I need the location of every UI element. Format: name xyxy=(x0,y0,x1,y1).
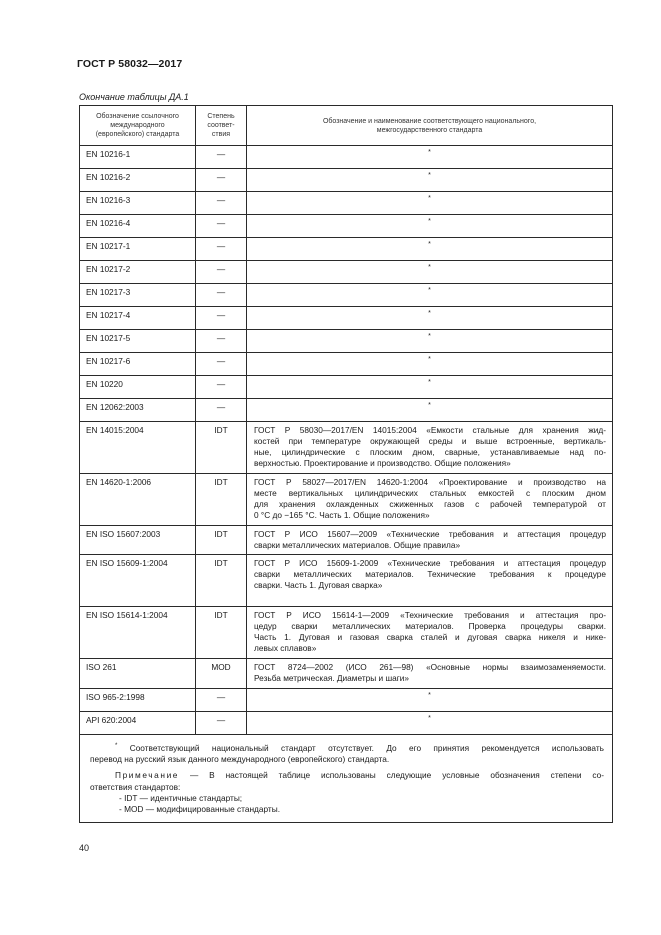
table-row xyxy=(80,607,613,659)
national-standard-line: сварки. Часть 1. Дуговая сварка» xyxy=(254,580,383,590)
table-row xyxy=(80,474,613,526)
cell-reference-standard: ISO 261 xyxy=(80,659,196,689)
cell-degree: — xyxy=(196,399,247,422)
page-number: 40 xyxy=(79,843,90,853)
national-standard-line: Резьба метрическая. Диаметры и шаги» xyxy=(254,673,409,683)
standards-table xyxy=(79,105,613,823)
table-row xyxy=(80,215,613,238)
national-standard-line: сварки металлических материалов. Общие правила» xyxy=(254,540,461,550)
table-row xyxy=(80,689,613,712)
table-row xyxy=(80,353,613,376)
table-row xyxy=(80,261,613,284)
cell-national-standard xyxy=(247,659,613,689)
national-standard-line: ные, цилиндрические с плоским дном, сварные, устанавливаемые над по- xyxy=(254,447,606,457)
cell-reference-standard: EN 10217-4 xyxy=(80,307,196,330)
cell-degree: — xyxy=(196,330,247,353)
cell-reference-standard: EN 10217-5 xyxy=(80,330,196,353)
footnote-text: * Соответствующий национальный стандарт отсутствует. До его принятия рекомендуется использовать перевод на русский язык данного международного (европейского) стандарта. xyxy=(90,742,604,765)
cell-national-standard: * xyxy=(247,689,613,712)
note-item-mod: - MOD — модифицированные стандарты. xyxy=(119,804,281,815)
cell-national-standard: * xyxy=(247,146,613,169)
national-standard-line: месте вертикальных цилиндрических стальных емкостей с плоским дном xyxy=(254,488,606,498)
table-footer-row xyxy=(80,735,613,823)
cell-degree: IDT xyxy=(196,526,247,555)
national-standard-line: ГОСТ Р ИСО 15607—2009 «Технические требования и аттестация процедур xyxy=(254,529,606,539)
table-row xyxy=(80,399,613,422)
cell-reference-standard: EN 10216-4 xyxy=(80,215,196,238)
cell-reference-standard: EN 10217-6 xyxy=(80,353,196,376)
cell-national-standard: * xyxy=(247,353,613,376)
cell-reference-standard: EN ISO 15609-1:2004 xyxy=(80,555,196,607)
cell-degree: — xyxy=(196,689,247,712)
cell-reference-standard: EN 12062:2003 xyxy=(80,399,196,422)
cell-national-standard: * xyxy=(247,215,613,238)
cell-reference-standard: EN 10217-2 xyxy=(80,261,196,284)
national-standard-line: ГОСТ Р ИСО 15609-1-2009 «Технические требования и аттестация процедур xyxy=(254,558,606,568)
cell-reference-standard: EN ISO 15607:2003 xyxy=(80,526,196,555)
cell-reference-standard: EN 10217-1 xyxy=(80,238,196,261)
cell-reference-standard: EN 14620-1:2006 xyxy=(80,474,196,526)
national-standard-line: 0 °С до −165 °С. Часть 1. Общие положения» xyxy=(254,510,430,520)
footnote-marker: * xyxy=(115,743,118,749)
header-national-standard: Обозначение и наименование соответствующего национального, межгосударственного стандарта xyxy=(247,106,613,146)
cell-degree: — xyxy=(196,712,247,735)
cell-reference-standard: EN ISO 15614-1:2004 xyxy=(80,607,196,659)
national-standard-line: ГОСТ Р 58030—2017/EN 14015:2004 «Емкости стальные для хранения жид- xyxy=(254,425,606,435)
table-row xyxy=(80,192,613,215)
cell-national-standard: * xyxy=(247,238,613,261)
cell-national-standard: * xyxy=(247,261,613,284)
cell-national-standard xyxy=(247,474,613,526)
national-standard-line: костей при температуре окружающей среды и выше встроенные, вертикаль- xyxy=(254,436,606,446)
table-row xyxy=(80,307,613,330)
table-row xyxy=(80,659,613,689)
table-row xyxy=(80,284,613,307)
cell-degree: — xyxy=(196,307,247,330)
table-footnote xyxy=(80,735,613,823)
national-standard-line: сварки металлических материалов. Технические требования к процедуре xyxy=(254,569,606,579)
cell-degree: IDT xyxy=(196,555,247,607)
table-row xyxy=(80,146,613,169)
header-reference-standard: Обозначение ссылочного международного (европейского) стандарта xyxy=(80,106,196,146)
table-row xyxy=(80,330,613,353)
cell-national-standard xyxy=(247,422,613,474)
table-caption: Окончание таблицы ДА.1 xyxy=(79,92,189,102)
cell-national-standard: * xyxy=(247,330,613,353)
note-label: Примечание xyxy=(115,770,180,781)
cell-national-standard: * xyxy=(247,307,613,330)
cell-national-standard xyxy=(247,607,613,659)
table-row xyxy=(80,712,613,735)
cell-reference-standard: EN 10217-3 xyxy=(80,284,196,307)
document-title: ГОСТ Р 58032—2017 xyxy=(77,58,183,70)
cell-reference-standard: EN 10216-1 xyxy=(80,146,196,169)
note-item-idt: - IDT — идентичные стандарты; xyxy=(119,792,243,803)
cell-degree: IDT xyxy=(196,474,247,526)
cell-degree: — xyxy=(196,169,247,192)
cell-degree: MOD xyxy=(196,659,247,689)
cell-degree: — xyxy=(196,353,247,376)
national-standard-line: для хранения охлажденных сжиженных газов с рабочей температурой от xyxy=(254,499,606,509)
cell-reference-standard: EN 10216-2 xyxy=(80,169,196,192)
national-standard-line: левых сплавов» xyxy=(254,643,317,653)
cell-national-standard: * xyxy=(247,192,613,215)
national-standard-line: Часть 1. Дуговая и газовая сварка сталей и дуговая сварка никеля и нике- xyxy=(254,632,606,642)
cell-national-standard: * xyxy=(247,284,613,307)
cell-reference-standard: ISO 965-2:1998 xyxy=(80,689,196,712)
cell-degree: — xyxy=(196,192,247,215)
cell-national-standard xyxy=(247,526,613,555)
national-standard-line: ГОСТ Р 58027—2017/EN 14620-1:2004 «Проектирование и производство на xyxy=(254,477,606,487)
table-row xyxy=(80,526,613,555)
cell-degree: — xyxy=(196,284,247,307)
table-row xyxy=(80,238,613,261)
national-standard-line: ГОСТ Р ИСО 15614-1—2009 «Технические требования и аттестация про- xyxy=(254,610,606,620)
national-standard-line: ГОСТ 8724—2002 (ИСО 261—98) «Основные нормы взаимозаменяемости. xyxy=(254,662,606,672)
table-row xyxy=(80,555,613,607)
cell-reference-standard: EN 14015:2004 xyxy=(80,422,196,474)
cell-reference-standard: API 620:2004 xyxy=(80,712,196,735)
table-row xyxy=(80,376,613,399)
cell-degree: — xyxy=(196,261,247,284)
cell-national-standard: * xyxy=(247,399,613,422)
cell-reference-standard: EN 10220 xyxy=(80,376,196,399)
table-row xyxy=(80,422,613,474)
header-degree-of-conformity: Степень соответ- ствия xyxy=(196,106,247,146)
cell-degree: — xyxy=(196,238,247,261)
cell-national-standard: * xyxy=(247,712,613,735)
national-standard-line: цедур сварки металлических материалов. Проверка процедуры сварки. xyxy=(254,621,606,631)
table-body xyxy=(80,146,613,735)
table-header-row xyxy=(80,106,613,146)
cell-reference-standard: EN 10216-3 xyxy=(80,192,196,215)
cell-degree: IDT xyxy=(196,607,247,659)
national-standard-line: верхностью. Проектирование и производство. Общие положения» xyxy=(254,458,511,468)
cell-national-standard: * xyxy=(247,169,613,192)
cell-national-standard xyxy=(247,555,613,607)
cell-degree: — xyxy=(196,215,247,238)
cell-degree: — xyxy=(196,146,247,169)
table-row xyxy=(80,169,613,192)
cell-degree: IDT xyxy=(196,422,247,474)
cell-degree: — xyxy=(196,376,247,399)
table-note: Примечание — В настоящей таблице использованы следующие условные обозначения степени со- ответствия стандартов: - IDT — идентичные стандарты; - MOD — модифицированные стандарты. xyxy=(90,770,604,815)
cell-national-standard: * xyxy=(247,376,613,399)
